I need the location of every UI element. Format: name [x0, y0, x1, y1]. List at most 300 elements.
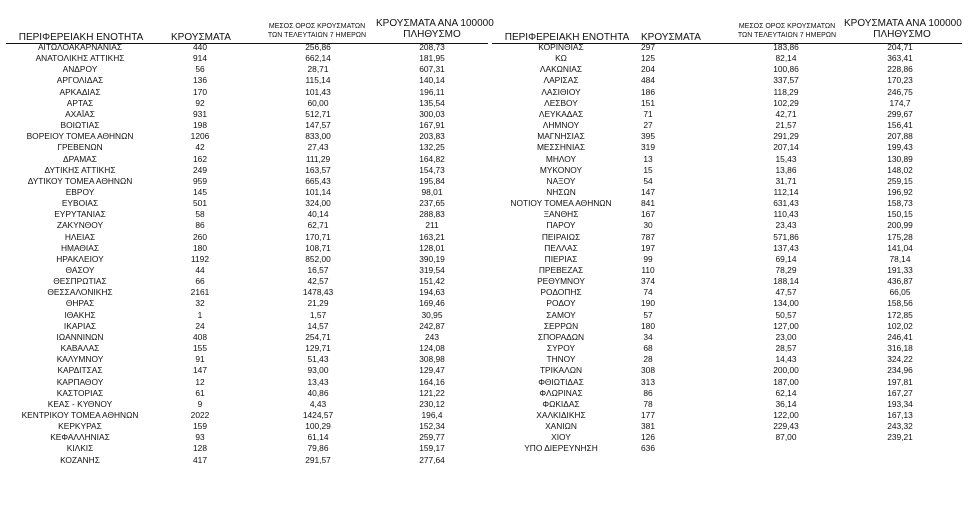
per100k-cell: 239,21 — [887, 432, 913, 443]
avg7-cell: 16,57 — [307, 265, 329, 275]
avg7-cell: 183,86 — [773, 42, 799, 52]
region-cell: ΚΕΦΑΛΛΗΝΙΑΣ — [50, 432, 110, 443]
avg7-cell: 21,29 — [307, 298, 329, 309]
cases-cell: 180 — [641, 320, 655, 331]
cases-cell: 58 — [195, 209, 205, 220]
region-cell: ΜΑΓΝΗΣΙΑΣ — [537, 131, 585, 142]
cases-cell: 959 — [193, 175, 207, 186]
per100k-cell: 156,41 — [887, 120, 913, 131]
per100k-cell: 167,91 — [419, 120, 445, 131]
region-cell: ΠΑΡΟΥ — [546, 220, 576, 231]
cases-cell: 180 — [193, 242, 207, 253]
avg7-cell: 28,71 — [307, 64, 329, 75]
region-cell: ΚΕΡΚΥΡΑΣ — [58, 421, 102, 432]
cases-cell: 297 — [641, 42, 655, 52]
per100k-cell: 288,83 — [419, 209, 445, 220]
cases-cell: 147 — [641, 186, 655, 197]
per100k-cell: 199,43 — [887, 142, 913, 153]
cases-cell: 128 — [193, 443, 207, 454]
per100k-cell: 128,01 — [419, 242, 445, 253]
avg7-cell: 127,00 — [773, 320, 799, 331]
per100k-cell: 390,19 — [419, 253, 445, 264]
avg7-cell: 129,71 — [305, 343, 331, 354]
region-cell: ΦΘΙΩΤΙΔΑΣ — [538, 376, 584, 387]
cases-cell: 145 — [193, 186, 207, 197]
per100k-cell: 607,31 — [419, 64, 445, 75]
region-cell: ΚΕΑΣ - ΚΥΘΝΟΥ — [47, 398, 113, 409]
avg7-cell: 108,71 — [305, 242, 331, 253]
header-avg: ΜΕΣΟΣ ΟΡΟΣ ΚΡΟΥΣΜΑΤΩΝ ΤΩΝ ΤΕΛΕΥΤΑΙΩΝ 7 ΗΜΕΡΩΝ — [737, 23, 837, 39]
cases-cell: 159 — [193, 421, 207, 432]
per100k-cell: 129,47 — [419, 365, 445, 376]
avg7-cell: 200,00 — [773, 365, 799, 376]
region-cell: ΦΛΩΡΙΝΑΣ — [539, 387, 583, 398]
region-cell: ΜΗΛΟΥ — [545, 153, 577, 164]
region-cell: ΣΕΡΡΩΝ — [543, 320, 579, 331]
avg7-cell: 631,43 — [773, 198, 799, 209]
per100k-cell: 193,34 — [887, 398, 913, 409]
avg7-cell: 134,00 — [773, 298, 799, 309]
region-cell: ΚΑΡΠΑΘΟΥ — [56, 376, 104, 387]
region-cell: ΝΟΤΙΟΥ ΤΟΜΕΑ ΑΘΗΝΩΝ — [510, 198, 612, 209]
cases-cell: 136 — [193, 75, 207, 86]
region-cell: ΓΡΕΒΕΝΩΝ — [57, 142, 103, 153]
cases-cell: 68 — [643, 343, 653, 354]
avg7-cell: 23,43 — [775, 220, 797, 231]
per100k-cell: 150,15 — [887, 209, 913, 220]
per100k-cell: 243 — [425, 331, 439, 342]
region-cell: ΑΡΤΑΣ — [66, 97, 94, 108]
region-cell: ΦΩΚΙΔΑΣ — [542, 398, 580, 409]
region-cell: ΚΩ — [555, 53, 567, 64]
region-cell: ΑΙΤΩΛΟΑΚΑΡΝΑΝΙΑΣ — [37, 42, 123, 52]
region-cell: ΕΒΡΟΥ — [65, 186, 95, 197]
region-cell: ΜΕΣΣΗΝΙΑΣ — [536, 142, 586, 153]
avg7-cell: 115,14 — [305, 75, 331, 86]
cases-cell: 319 — [641, 142, 655, 153]
avg7-cell: 170,71 — [305, 231, 331, 242]
region-cell: ΚΙΛΚΙΣ — [66, 443, 94, 454]
avg7-cell: 662,14 — [305, 53, 331, 64]
region-cell: ΣΑΜΟΥ — [546, 309, 576, 320]
cases-cell: 86 — [643, 387, 653, 398]
region-cell: ΛΑΚΩΝΙΑΣ — [539, 64, 583, 75]
region-cell: ΔΡΑΜΑΣ — [63, 153, 97, 164]
per100k-cell: 141,04 — [887, 242, 913, 253]
avg7-cell: 13,43 — [307, 376, 329, 387]
per100k-cell: 234,96 — [887, 365, 913, 376]
avg7-cell: 47,57 — [775, 287, 797, 298]
per100k-cell: 152,34 — [419, 421, 445, 432]
avg7-cell: 571,86 — [773, 231, 799, 242]
cases-cell: 9 — [197, 398, 203, 409]
cases-cell: 186 — [641, 86, 655, 97]
cases-cell: 2161 — [190, 287, 210, 298]
region-cell: ΑΝΑΤΟΛΙΚΗΣ ΑΤΤΙΚΗΣ — [35, 53, 125, 64]
region-cell: ΗΡΑΚΛΕΙΟΥ — [56, 253, 104, 264]
avg7-cell: 42,71 — [775, 108, 797, 119]
avg7-cell: 28,57 — [775, 343, 797, 354]
avg7-cell: 163,57 — [305, 164, 331, 175]
per100k-cell: 208,73 — [419, 42, 445, 52]
avg7-cell: 291,29 — [773, 131, 799, 142]
cases-cell: 99 — [643, 253, 653, 264]
cases-cell: 125 — [641, 53, 655, 64]
cases-cell: 34 — [643, 331, 653, 342]
region-cell: ΘΑΣΟΥ — [65, 265, 95, 275]
cases-cell: 30 — [643, 220, 653, 231]
per100k-cell: 363,41 — [887, 53, 913, 64]
region-cell: ΣΠΟΡΑΔΩΝ — [537, 331, 585, 342]
region-cell: ΝΑΞΟΥ — [546, 175, 576, 186]
region-cell: ΞΑΝΘΗΣ — [543, 209, 579, 220]
region-cell: ΡΟΔΟΥ — [546, 298, 576, 309]
region-cell: ΚΕΝΤΡΙΚΟΥ ΤΟΜΕΑ ΑΘΗΝΩΝ — [21, 409, 139, 420]
per100k-cell: 191,33 — [887, 265, 913, 275]
avg7-cell: 36,14 — [775, 398, 797, 409]
cases-cell: 308 — [641, 365, 655, 376]
region-cell: ΘΗΡΑΣ — [65, 298, 95, 309]
cases-cell: 249 — [193, 164, 207, 175]
cases-cell: 92 — [195, 97, 205, 108]
region-cell: ΙΘΑΚΗΣ — [64, 309, 96, 320]
cases-cell: 110 — [641, 265, 655, 275]
avg7-cell: 14,57 — [307, 320, 329, 331]
avg7-cell: 62,14 — [775, 387, 797, 398]
avg7-cell: 87,00 — [775, 432, 797, 443]
cases-cell: 204 — [641, 64, 655, 75]
cases-cell: 24 — [195, 320, 205, 331]
avg7-cell: 229,43 — [773, 421, 799, 432]
region-cell: ΗΛΕΙΑΣ — [64, 231, 96, 242]
avg7-cell: 79,86 — [307, 443, 329, 454]
cases-cell: 54 — [643, 175, 653, 186]
avg7-cell: 42,57 — [307, 276, 329, 287]
cases-cell: 13 — [643, 153, 653, 164]
per100k-cell: 154,73 — [419, 164, 445, 175]
header-region: ΠΕΡΙΦΕΡΕΙΑΚΗ ΕΝΟΤΗΤΑ — [18, 32, 144, 43]
per100k-cell: 300,03 — [419, 108, 445, 119]
per100k-cell: 132,25 — [419, 142, 445, 153]
cases-cell: 1192 — [190, 253, 209, 264]
avg7-cell: 110,43 — [773, 209, 799, 220]
cases-cell: 190 — [641, 298, 655, 309]
avg7-cell: 100,86 — [773, 64, 799, 75]
cases-cell: 260 — [193, 231, 207, 242]
cases-cell: 155 — [193, 343, 207, 354]
region-cell: ΧΙΟΥ — [551, 432, 571, 443]
avg7-cell: 1424,57 — [302, 409, 334, 420]
region-cell: ΘΕΣΣΑΛΟΝΙΚΗΣ — [47, 287, 113, 298]
cases-cell: 170 — [193, 86, 207, 97]
region-cell: ΡΕΘΥΜΝΟΥ — [537, 276, 585, 287]
region-cell: ΔΥΤΙΚΗΣ ΑΤΤΙΚΗΣ — [44, 164, 116, 175]
cases-cell: 126 — [641, 432, 655, 443]
region-cell: ΤΡΙΚΑΛΩΝ — [539, 365, 583, 376]
per100k-cell: 164,16 — [419, 376, 445, 387]
per100k-cell: 246,75 — [887, 86, 913, 97]
per100k-cell: 196,11 — [419, 86, 445, 97]
per100k-cell: 228,86 — [887, 64, 913, 75]
per100k-cell: 158,56 — [887, 298, 913, 309]
region-cell: ΛΕΣΒΟΥ — [544, 97, 578, 108]
per100k-cell: 174,7 — [889, 97, 911, 108]
per100k-cell: 277,64 — [419, 454, 445, 465]
region-cell: ΛΗΜΝΟΥ — [542, 120, 580, 131]
per100k-cell: 169,46 — [419, 298, 445, 309]
per100k-cell: 204,71 — [887, 42, 913, 52]
cases-cell: 374 — [641, 276, 655, 287]
avg7-cell: 147,57 — [305, 120, 331, 131]
cases-cell: 32 — [195, 298, 205, 309]
avg7-cell: 187,00 — [773, 376, 799, 387]
region-cell: ΣΥΡΟΥ — [546, 343, 576, 354]
avg7-cell: 291,57 — [305, 454, 331, 465]
per100k-cell: 175,28 — [887, 231, 913, 242]
cases-cell: 636 — [641, 443, 655, 454]
avg7-cell: 23,00 — [775, 331, 797, 342]
per100k-cell: 196,92 — [887, 186, 913, 197]
region-cell: ΝΗΣΩΝ — [546, 186, 576, 197]
region-cell: ΗΜΑΘΙΑΣ — [60, 242, 100, 253]
per100k-cell: 324,22 — [887, 354, 913, 365]
region-cell: ΠΕΛΛΑΣ — [544, 242, 578, 253]
cases-cell: 91 — [195, 354, 205, 365]
cases-cell: 44 — [195, 265, 205, 275]
per100k-cell: 195,84 — [419, 175, 445, 186]
cases-cell: 381 — [641, 421, 655, 432]
cases-cell: 74 — [643, 287, 653, 298]
header-per100k: ΚΡΟΥΣΜΑΤΑ ΑΝΑ 100000 ΠΛΗΘΥΣΜΟ — [844, 18, 962, 40]
region-cell: ΛΕΥΚΑΔΑΣ — [538, 108, 584, 119]
region-cell: ΖΑΚΥΝΘΟΥ — [56, 220, 104, 231]
per100k-cell: 170,23 — [887, 75, 913, 86]
per100k-cell: 243,32 — [887, 421, 913, 432]
region-cell: ΧΑΝΙΩΝ — [545, 421, 577, 432]
avg7-cell: 207,14 — [773, 142, 799, 153]
cases-cell: 12 — [195, 376, 205, 387]
per100k-cell: 230,12 — [419, 398, 445, 409]
per100k-cell: 181,95 — [419, 53, 445, 64]
per100k-cell: 319,54 — [419, 265, 445, 275]
cases-cell: 198 — [193, 120, 207, 131]
per100k-cell: 78,14 — [889, 253, 911, 264]
region-cell: ΛΑΣΙΘΙΟΥ — [541, 86, 581, 97]
cases-cell: 78 — [643, 398, 653, 409]
avg7-cell: 82,14 — [775, 53, 797, 64]
avg7-cell: 256,86 — [305, 42, 331, 52]
avg7-cell: 833,00 — [305, 131, 331, 142]
cases-cell: 71 — [643, 108, 653, 119]
per100k-cell: 200,99 — [887, 220, 913, 231]
per100k-cell: 159,17 — [419, 443, 445, 454]
region-cell: ΠΙΕΡΙΑΣ — [544, 253, 578, 264]
region-cell: ΙΩΑΝΝΙΝΩΝ — [56, 331, 104, 342]
avg7-cell: 62,71 — [307, 220, 329, 231]
region-cell: ΚΟΖΑΝΗΣ — [60, 454, 100, 465]
avg7-cell: 1478,43 — [302, 287, 334, 298]
cases-cell: 787 — [641, 231, 655, 242]
per100k-cell: 197,81 — [887, 376, 913, 387]
avg7-cell: 324,00 — [305, 198, 331, 209]
avg7-cell: 852,00 — [305, 253, 331, 264]
avg7-cell: 78,29 — [775, 265, 797, 275]
avg7-cell: 100,29 — [305, 421, 331, 432]
per100k-cell: 164,82 — [419, 153, 445, 164]
cases-cell: 167 — [641, 209, 655, 220]
avg7-cell: 112,14 — [773, 186, 799, 197]
per100k-cell: 98,01 — [421, 186, 443, 197]
avg7-cell: 118,29 — [773, 86, 799, 97]
region-cell: ΑΡΚΑΔΙΑΣ — [59, 86, 101, 97]
avg7-cell: 101,43 — [305, 86, 331, 97]
per100k-cell: 30,95 — [421, 309, 443, 320]
avg7-cell: 93,00 — [307, 365, 329, 376]
cases-cell: 501 — [193, 198, 207, 209]
avg7-cell: 15,43 — [775, 153, 797, 164]
region-cell: ΑΡΓΟΛΙΔΑΣ — [56, 75, 104, 86]
per100k-cell: 436,87 — [887, 276, 913, 287]
region-cell: ΜΥΚΟΝΟΥ — [539, 164, 583, 175]
cases-cell: 177 — [641, 409, 655, 420]
per100k-cell: 308,98 — [419, 354, 445, 365]
cases-cell: 27 — [643, 120, 653, 131]
avg7-cell: 122,00 — [773, 409, 799, 420]
cases-cell: 197 — [641, 242, 655, 253]
cases-cell: 56 — [195, 64, 205, 75]
cases-cell: 313 — [641, 376, 655, 387]
per100k-cell: 121,22 — [419, 387, 445, 398]
cases-cell: 931 — [193, 108, 207, 119]
per100k-cell: 140,14 — [419, 75, 445, 86]
avg7-cell: 27,43 — [307, 142, 329, 153]
per100k-cell: 259,15 — [887, 175, 913, 186]
region-cell: ΚΑΡΔΙΤΣΑΣ — [57, 365, 103, 376]
per100k-cell: 135,54 — [419, 97, 445, 108]
header-cases: ΚΡΟΥΣΜΑΤΑ — [171, 32, 231, 43]
header-per100k: ΚΡΟΥΣΜΑΤΑ ΑΝΑ 100000 ΠΛΗΘΥΣΜΟ — [376, 18, 494, 40]
avg7-cell: 51,43 — [307, 354, 329, 365]
avg7-cell: 13,86 — [775, 164, 797, 175]
avg7-cell: 101,14 — [305, 186, 331, 197]
avg7-cell: 69,14 — [775, 253, 797, 264]
region-cell: ΙΚΑΡΙΑΣ — [63, 320, 97, 331]
header-avg: ΜΕΣΟΣ ΟΡΟΣ ΚΡΟΥΣΜΑΤΩΝ ΤΩΝ ΤΕΛΕΥΤΑΙΩΝ 7 ΗΜΕΡΩΝ — [267, 23, 367, 39]
cases-cell: 914 — [193, 53, 207, 64]
cases-cell: 2022 — [190, 409, 210, 420]
cases-cell: 93 — [195, 432, 205, 443]
region-cell: ΠΡΕΒΕΖΑΣ — [538, 265, 584, 275]
cases-cell: 42 — [195, 142, 205, 153]
per100k-cell: 237,65 — [419, 198, 445, 209]
region-cell: ΘΕΣΠΡΩΤΙΑΣ — [53, 276, 107, 287]
per100k-cell: 316,18 — [887, 343, 913, 354]
per100k-cell: 130,89 — [887, 153, 913, 164]
avg7-cell: 665,43 — [305, 175, 331, 186]
per100k-cell: 172,85 — [887, 309, 913, 320]
avg7-cell: 512,71 — [305, 108, 331, 119]
header-region: ΠΕΡΙΦΕΡΕΙΑΚΗ ΕΝΟΤΗΤΑ — [504, 32, 630, 43]
avg7-cell: 111,29 — [305, 153, 331, 164]
cases-cell: 484 — [641, 75, 655, 86]
cases-cell: 66 — [195, 276, 205, 287]
region-cell: ΒΟΙΩΤΙΑΣ — [60, 120, 100, 131]
avg7-cell: 60,00 — [307, 97, 329, 108]
region-cell: ΥΠΟ ΔΙΕΡΕΥΝΗΣΗ — [524, 443, 598, 454]
cases-cell: 28 — [643, 354, 653, 365]
region-cell: ΡΟΔΟΠΗΣ — [540, 287, 582, 298]
avg7-cell: 188,14 — [773, 276, 799, 287]
cases-cell: 440 — [193, 42, 207, 52]
per100k-cell: 167,27 — [887, 387, 913, 398]
avg7-cell: 1,57 — [309, 309, 327, 320]
per100k-cell: 66,05 — [889, 287, 911, 298]
cases-cell: 147 — [193, 365, 207, 376]
avg7-cell: 50,57 — [775, 309, 797, 320]
per100k-cell: 151,42 — [419, 276, 445, 287]
avg7-cell: 21,57 — [775, 120, 797, 131]
avg7-cell: 40,86 — [307, 387, 329, 398]
cases-cell: 841 — [641, 198, 655, 209]
region-cell: ΤΗΝΟΥ — [546, 354, 576, 365]
region-cell: ΒΟΡΕΙΟΥ ΤΟΜΕΑ ΑΘΗΝΩΝ — [26, 131, 134, 142]
avg7-cell: 254,71 — [305, 331, 331, 342]
region-cell: ΧΑΛΚΙΔΙΚΗΣ — [536, 409, 586, 420]
region-cell: ΚΟΡΙΝΘΙΑΣ — [538, 42, 584, 52]
region-cell: ΕΥΡΥΤΑΝΙΑΣ — [54, 209, 106, 220]
per100k-cell: 299,67 — [887, 108, 913, 119]
avg7-cell: 137,43 — [773, 242, 799, 253]
avg7-cell: 4,43 — [309, 398, 327, 409]
region-cell: ΑΧΑΪΑΣ — [65, 108, 95, 119]
avg7-cell: 14,43 — [775, 354, 797, 365]
region-cell: ΚΑΛΥΜΝΟΥ — [56, 354, 104, 365]
per100k-cell: 207,88 — [887, 131, 913, 142]
per100k-cell: 196,4 — [421, 409, 443, 420]
region-cell: ΑΝΔΡΟΥ — [62, 64, 98, 75]
avg7-cell: 40,14 — [307, 209, 329, 220]
cases-cell: 395 — [641, 131, 655, 142]
cases-cell: 61 — [195, 387, 205, 398]
cases-cell: 15 — [643, 164, 653, 175]
avg7-cell: 31,71 — [775, 175, 797, 186]
region-cell: ΠΕΙΡΑΙΩΣ — [541, 231, 581, 242]
cases-cell: 417 — [193, 454, 207, 465]
avg7-cell: 337,57 — [773, 75, 799, 86]
per100k-cell: 242,87 — [419, 320, 445, 331]
region-cell: ΛΑΡΙΣΑΣ — [543, 75, 579, 86]
per100k-cell: 102,02 — [887, 320, 913, 331]
cases-cell: 57 — [643, 309, 653, 320]
per100k-cell: 163,21 — [419, 231, 445, 242]
per100k-cell: 259,77 — [419, 432, 445, 443]
region-cell: ΕΥΒΟΙΑΣ — [61, 198, 99, 209]
per100k-cell: 246,41 — [887, 331, 913, 342]
per100k-cell: 158,73 — [887, 198, 913, 209]
cases-cell: 408 — [193, 331, 207, 342]
per100k-cell: 148,02 — [887, 164, 913, 175]
cases-cell: 1206 — [190, 131, 210, 142]
cases-cell: 162 — [193, 153, 207, 164]
per100k-cell: 124,08 — [419, 343, 445, 354]
cases-cell: 1 — [197, 309, 203, 320]
cases-cell: 86 — [195, 220, 205, 231]
per100k-cell: 211 — [425, 220, 439, 231]
avg7-cell: 61,14 — [307, 432, 329, 443]
avg7-cell: 102,29 — [773, 97, 799, 108]
right-table — [492, 14, 968, 508]
header-cases: ΚΡΟΥΣΜΑΤΑ — [641, 32, 701, 43]
